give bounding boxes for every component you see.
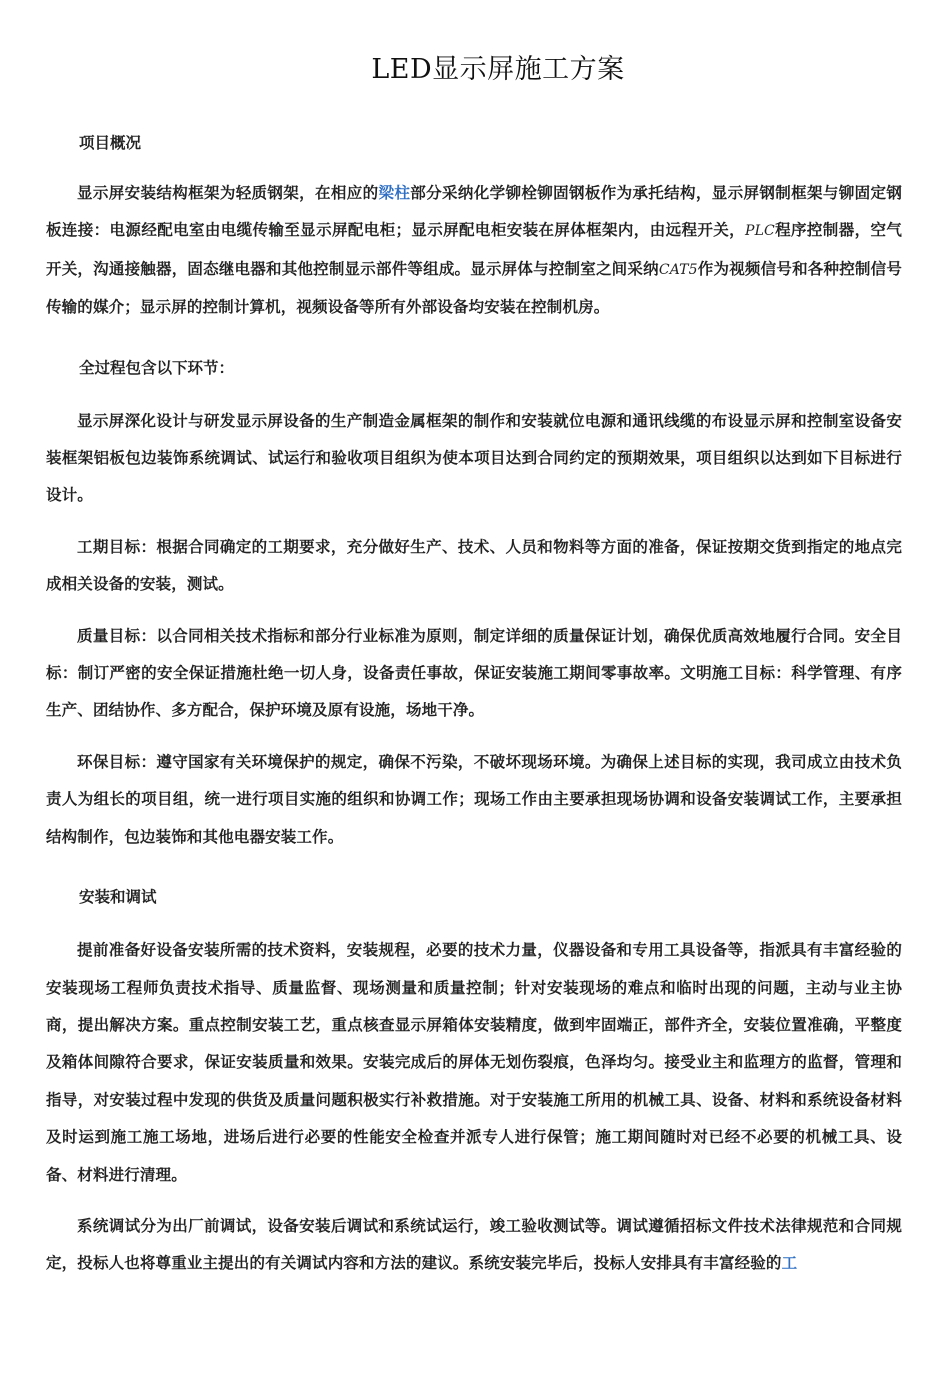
paragraph-text: 作为视频信号和各种控制信号传输的媒介；显示屏的控制计算机，视频设备等所有外部设备均安装在控制机房。 bbox=[46, 259, 903, 317]
document-title: LED显示屏施工方案 bbox=[371, 54, 625, 85]
paragraph-environment-goal: 环保目标：遵守国家有关环境保护的规定，确保不污染，不破坏现场环境。为确保上述目标的实现，我司成立由技术负责人为组长的项目组，统一进行项目实施的组织和协调工作；现场工作由主要承担现场协调和设备安装调试工作，主要承担结构制作，包边装饰和其他电器安装工作。 bbox=[46, 752, 902, 846]
paragraph-installation: 提前准备好设备安装所需的技术资料，安装规程，必要的技术力量，仪器设备和专用工具设备等，指派具有丰富经验的安装现场工程师负责技术指导、质量监督、现场测量和质量控制；针对安装现场的难点和临时出现的问题，主动与业主协商，提出解决方案。重点控制安装工艺，重点核查显示屏箱体安装精度，做到牢固端正，部件齐全，安装位置准确，平整度及箱体间隙符合要求，保证安装质量和效果。安装完成后的屏体无划伤裂痕，色泽均匀。接受业主和监理方的监督，管理和指导，对安装过程中发现的供货及质量问题积极实行补救措施。对于安装施工所用的机械工具、设备、材料和系统设备材料及时运到施工施工场地，进场后进行必要的性能安全检查并派专人进行保管；施工期间随时对已经不必要的机械工具、设备、材料进行清理。 bbox=[46, 941, 902, 1184]
paragraph-text: 显示屏安装结构框架为轻质钢架，在相应的 bbox=[77, 184, 379, 202]
link-liangzhu[interactable]: 梁柱 bbox=[378, 184, 411, 202]
term-cat5: CAT5 bbox=[658, 261, 698, 278]
section-heading-process: 全过程包含以下环节： bbox=[79, 358, 235, 377]
paragraph-overview bbox=[46, 175, 902, 327]
paragraph-process: 显示屏深化设计与研发显示屏设备的生产制造金属框架的制作和安装就位电源和通讯线缆的布设显示屏和控制室设备安装框架铝板包边装饰系统调试、试运行和验收项目组织为使本项目达到合同约定的预期效果，项目组织以达到如下目标进行设计。 bbox=[46, 411, 902, 505]
paragraph-text: 程序控制器，空气开关，沟通接触器，固态继电器和其他控制显示部件等组成。显示屏体与控制室之间采纳 bbox=[46, 221, 902, 278]
section-heading-installation: 安装和调试 bbox=[79, 888, 157, 907]
paragraph-text: 系统调试分为出厂前调试，设备安装后调试和系统试运行，竣工验收测试等。调试遵循招标文件技术法律规范和合同规定，投标人也将尊重业主提出的有关调试内容和方法的建议。系统安装完毕后，投标人安排具有丰富经验的 bbox=[46, 1216, 902, 1273]
paragraph-quality-goal: 质量目标：以合同相关技术指标和部分行业标准为原则，制定详细的质量保证计划，确保优质高效地履行合同。安全目标：制订严密的安全保证措施杜绝一切人身，设备责任事故，保证安装施工期间零事故率。文明施工目标：科学管理、有序生产、团结协作、多方配合，保护环境及原有设施，场地干净。 bbox=[46, 626, 902, 720]
paragraph-schedule-goal: 工期目标：根据合同确定的工期要求，充分做好生产、技术、人员和物料等方面的准备，保证按期交货到指定的地点完成相关设备的安装，测试。 bbox=[46, 537, 902, 594]
link-gong[interactable]: 工 bbox=[781, 1254, 798, 1273]
document-page bbox=[0, 50, 950, 1394]
paragraph-debugging bbox=[46, 1208, 902, 1283]
section-heading-overview: 项目概况 bbox=[79, 134, 142, 152]
term-plc: PLC bbox=[745, 223, 775, 240]
paragraph-text: 部分采纳化学铆栓铆固钢板作为承托结构，显示屏钢制框架与铆固定钢板连接：电源经配电室由电缆传输至显示屏配电柜；显示屏配电柜安装在屏体框架内，由远程开关， bbox=[46, 184, 902, 240]
